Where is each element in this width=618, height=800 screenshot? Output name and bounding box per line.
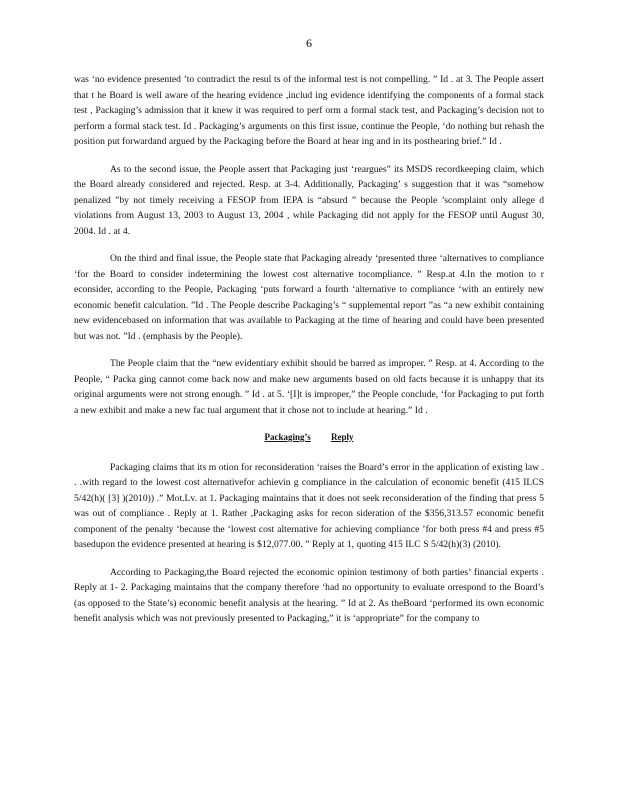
paragraph-second-issue: As to the second issue, the People assert that Packaging just ‘reargues” its MSDS recordkeeping claim, which the Board already considered and rejected. Resp. at 3-4. Additionally, Packaging’ s suggestion that it was “somehow penalized ”by not timely receiving a FESOP from IEPA is “absurd ” because the People ’scomplaint only allege d violations from August 13, 2003 to August 13, 2004 , while Packaging did not apply for the FESOP until August 30, 2004. Id . at 4. bbox=[74, 163, 544, 237]
section-heading-part-2: Reply bbox=[330, 432, 354, 442]
paragraph-people-response-first-issue: was ‘no evidence presented ’to contradict the resul ts of the informal test is not compelling. ” Id . at 3. The People assert that t he Board is well aware of the hearing evidence ,includ ing evidence identifying the components of a formal stack test , Packaging’s admission that it knew it was required to perf orm a formal stack test, and Packaging’s decision not to perform a formal stack test. Id . Packaging’s arguments on this first issue, continue the People, ‘do nothing but rehash the position put forwardand argued by the Packaging before the Board at hear ing and in its posthearing brief.” Id . bbox=[74, 74, 544, 147]
page-number: 6 bbox=[306, 36, 312, 50]
paragraph-according-to-packaging: According to Packaging,the Board rejected the economic opinion testimony of both parties’ financial experts . Reply at 1- 2. Packaging maintains that the company therefore ‘had no opportunity to evaluate orrespond to the Board’s (as opposed to the State’s) economic benefit analysis at the hearing. ” Id at 2. As theBoard ‘performed its own economic benefit analysis which was not previously presented to Packaging,” it is ‘appropriate” for the company to bbox=[74, 566, 544, 624]
section-heading bbox=[74, 430, 544, 446]
section-heading-part-1: Packaging’s bbox=[264, 432, 311, 442]
paragraph-packaging-claims: Packaging claims that its m otion for reconsideration ‘raises the Board’s error in the application of existing law . . .with regard to the lowest cost alternativefor achievin g compliance in the calculation of economic benefit (415 ILCS 5/42(h)( [3] )(2010)) .” Mot.Lv. at 1. Packaging maintains that it does not seek reconsideration of the finding that press 5 was out of compliance . Reply at 1. Rather ,Packaging asks for recon sideration of the $356,313.57 economic benefit component of the penalty ‘because the ‘lowest cost alternative for achieving compliance ’for both press #4 and press #5 basedupon the evidence presented at hearing is $12,077.00. ” Reply at 1, quoting 415 ILC S 5/42(h)(3) (2010). bbox=[74, 461, 544, 550]
paragraph-new-exhibit-claim: The People claim that the “new evidentiary exhibit should be barred as improper. ” Resp. at 4. According to the People, “ Packa ging cannot come back now and make new arguments based on old facts because it is unhappy that its original arguments were not strong enough. ” Id . at 5. ‘[I]t is improper,” the People conclude, ‘for Packaging to put forth a new exhibit and make a new fac tual argument that it chose not to include at hearing.” Id . bbox=[74, 358, 544, 416]
document-body bbox=[74, 72, 544, 639]
paragraph-third-issue: On the third and final issue, the People state that Packaging already ‘presented three ‘alternatives to compliance ‘for the Board to consider indetermining the lowest cost alternative tocompliance. ” Resp.at 4.In the motion to r econsider, according to the People, Packaging ‘puts forward a fourth ‘alternative to compliance ‘with an entirely new economic benefit calculation. ”Id . The People describe Packaging’s “ supplemental report ”as “a new exhibit containing new evidencebased on information that was available to Packaging at the time of hearing and could have been presented but was not. ”Id . (emphasis by the People). bbox=[74, 253, 544, 342]
